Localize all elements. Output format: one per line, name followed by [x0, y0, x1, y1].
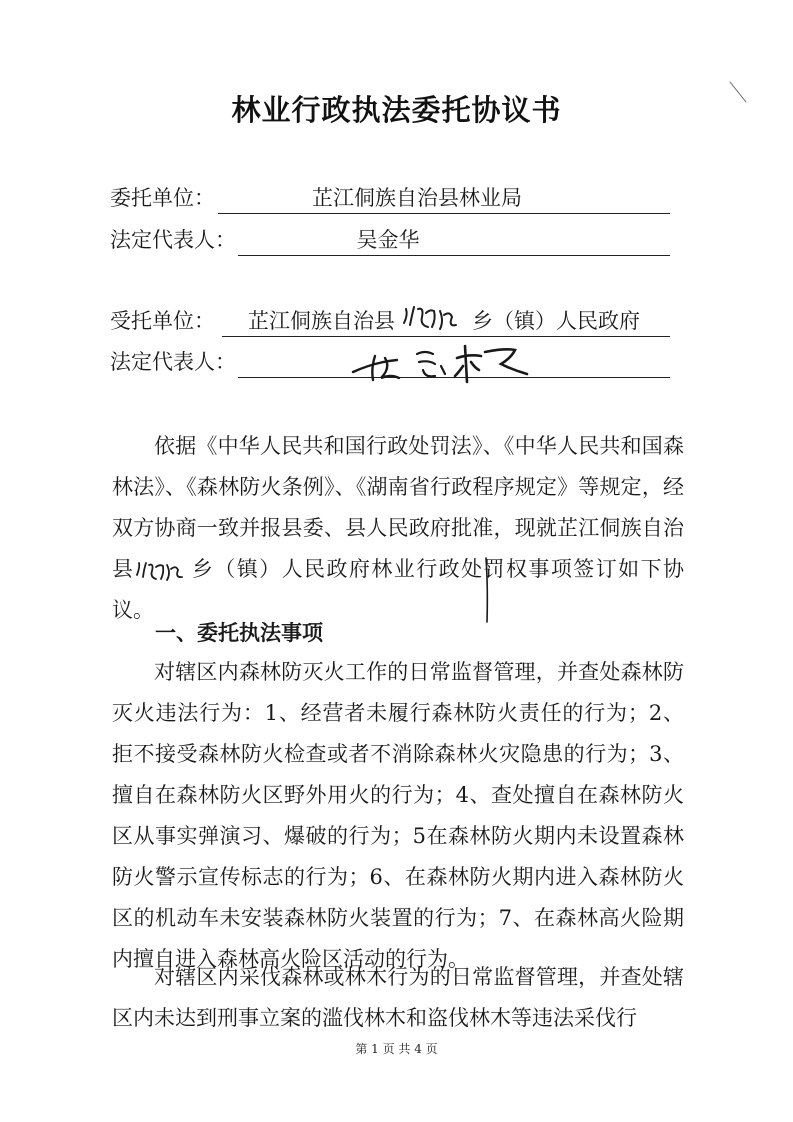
paragraph-logging-supervision: [112, 957, 684, 1039]
paragraph3-text: 对辖区内采伐森林或林木行为的日常监督管理，并查处辖区内未达到刑事立案的滥伐林木和盗伐林木等违法采伐行: [112, 965, 684, 1030]
entrusting-rep-field: [110, 224, 670, 258]
entrusting-rep-underline: [238, 255, 670, 256]
entrusted-rep-field: [110, 346, 670, 380]
entrusting-rep-value: 吴金华: [356, 228, 420, 252]
inline-handwritten-town-name: [134, 559, 190, 583]
entrusted-unit-label: 受托单位：: [110, 309, 215, 333]
entrusting-unit-field: [110, 182, 670, 216]
entrusted-unit-prefix: 芷江侗族自治县: [248, 309, 395, 333]
entrusted-unit-suffix: 乡（镇）人民政府: [472, 309, 640, 333]
stray-pen-stroke: [480, 556, 494, 626]
document-title: 林业行政执法委托协议书: [231, 93, 562, 127]
paragraph-legal-basis: [112, 426, 684, 631]
paragraph1-part1: 依据《中华人民共和国行政处罚法》、《中华人民共和国森林法》、《森林防火条例》、《湖南省行政程序规定》等规定，经双方协商一致并报县委、县人民政府批准，现就芷江侗族自治县: [112, 434, 684, 581]
paragraph-fire-prevention: [112, 652, 684, 980]
entrusting-rep-label: 法定代表人：: [110, 228, 236, 252]
handwritten-signature: [345, 332, 535, 390]
entrusted-rep-label: 法定代表人：: [110, 350, 236, 374]
corner-mark: [728, 80, 750, 106]
page-number-footer: 第 1 页 共 4 页: [355, 1042, 438, 1056]
entrusting-unit-label: 委托单位：: [110, 186, 215, 210]
section1-heading: 一、委托执法事项: [155, 621, 323, 645]
paragraph2-text: 对辖区内森林防灭火工作的日常监督管理，并查处森林防灭火违法行为：1、经营者未履行森林防火责任的行为；2、拒不接受森林防火检查或者不消除森林火灾隐患的行为；3、擅自在森林防火区野外用火的行为；4、查处擅自在森林防火区从事实弹演习、爆破的行为；5在森林防火期内未设置森林防火警示宣传标志的行为；6、在森林防火期内进入森林防火区的机动车未安装森林防火装置的行为；7、在森林高火险期内擅自进入森林高火险区活动的行为。: [112, 660, 684, 971]
paragraph1-part2: 乡（镇）人民政府林业行政处罚权事项签订如下协议。: [112, 557, 685, 622]
entrusting-unit-value: 芷江侗族自治县林业局: [312, 186, 522, 210]
entrusting-unit-underline: [218, 213, 670, 214]
